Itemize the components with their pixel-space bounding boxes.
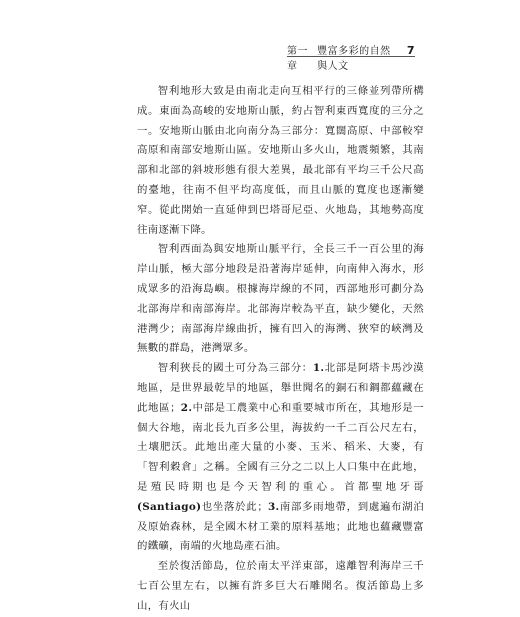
paragraph-2: 智利西面為與安地斯山脈平行，全長三千一百公里的海岸山脈，極大部分地段是沿著海岸延伸，向南伸入海水，形成眾多的沿海島嶼。根據海岸線的不同，西部地形可劃分為北部海岸和南部海岸。北部海岸較為平直，缺少變化，天然港灣少；南部海岸線曲折，擁有凹入的海灣、狹窄的峽灣及無數的群島，港灣眾多。 — [137, 243, 424, 355]
list-number-2: 2. — [180, 401, 193, 414]
paragraph-4: 至於復活節島，位於南太平洋東部，遠離智利海岸三千七百公里左右，以擁有許多巨大石雕聞名。復活節島上多山，有火山 — [137, 560, 424, 612]
chapter-label: 第一章 — [287, 46, 308, 72]
header-rule — [287, 56, 415, 57]
body-text — [137, 82, 424, 617]
list-item-central: 中部是工農業中心和重要城市所在，其地形是一個大谷地，南北長九百多公里，海拔約一千二百公尺左右，土壤肥沃。此地出產大量的小麥、玉米、稻米、大麥，有「智利穀倉」之稱。全國有三分之二以上人口集中在此地，是殖民時期也是今天智利的重心。首都聖地牙哥 — [137, 401, 424, 493]
list-item-central-end: 也坐落於此； — [201, 500, 269, 513]
list-number-3: 3. — [268, 500, 280, 513]
paragraph-3-intro: 智利狹長的國土可分為三部分： — [157, 362, 313, 375]
paragraph-1: 智利地形大致是由南北走向互相平行的三條並列帶所構成。東面為高峻的安地斯山脈，約占智利東西寬度的三分之一。安地斯山脈由北向南分為三部分：寬闊高原、中部較窄高原和南部安地斯山區。安地斯山多火山，地震頻繁，其南部和北部的斜坡形態有很大差異，最北部有平均三千公尺高的臺地，往南不但平均高度低，而且山脈的寬度也逐漸變窄。從此開始一直延伸到巴塔哥尼亞、火地島，其地勢高度往南逐漸下降。 — [137, 85, 424, 236]
santiago-term: (Santiago) — [137, 500, 202, 513]
chapter-title: 豐富多彩的自然與人文 — [317, 46, 391, 72]
running-header — [287, 42, 415, 72]
list-number-1: 1. — [312, 362, 325, 375]
paragraph-3 — [137, 359, 424, 557]
list-item-south: 南部多雨地帶，到處遍布湖泊及原始森林，是全國木材工業的原料基地；此地也蘊藏豐富的鐵礦，南端的火地島產石油。 — [137, 500, 424, 553]
page-number: 7 — [406, 44, 415, 57]
list-item-north: 北部是阿塔卡馬沙漠地區，是世界最乾旱的地區，舉世聞名的銅石和鋼都蘊藏在此地區； — [137, 362, 424, 414]
